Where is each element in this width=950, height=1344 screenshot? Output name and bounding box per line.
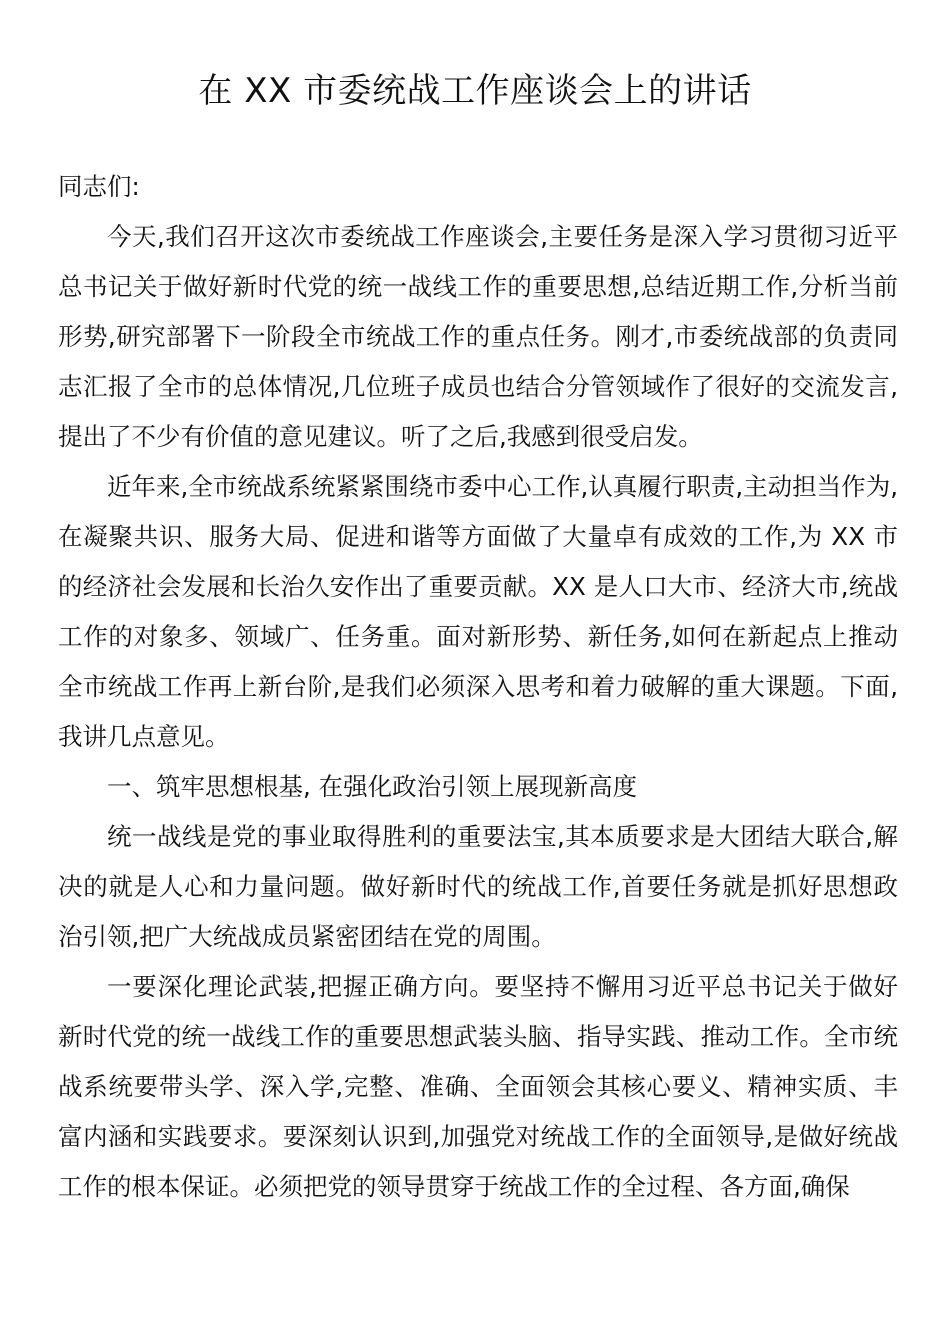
paragraph-achievements: 近年来,全市统战系统紧紧围绕市委中心工作,认真履行职责,主动担当作为,在凝聚共识、服务大局、促进和谐等方面做了大量卓有成效的工作,为 XX 市的经济社会发展和长治久安作出了重要贡献。XX 是人口大市、经济大市,统战工作的对象多、领域广、任务重。面对新形势、新任务,如何在新起点上推动全市统战工作再上新台阶,是我们必须深入思考和着力破解的重大课题。下面,我讲几点意见。 [58,472,898,751]
paragraph-united-front: 统一战线是党的事业取得胜利的重要法宝,其本质要求是大团结大联合,解决的就是人心和力量问题。做好新时代的统战工作,首要任务就是抓好思想政治引领,把广大统战成员紧密团结在党的周围。 [58,822,898,951]
paragraph-opening: 今天,我们召开这次市委统战工作座谈会,主要任务是深入学习贯彻习近平总书记关于做好新时代党的统一战线工作的重要思想,总结近期工作,分析当前形势,研究部署下一阶段全市统战工作的重点任务。刚才,市委统战部的负责同志汇报了全市的总体情况,几位班子成员也结合分管领域作了很好的交流发言,提出了不少有价值的意见建议。听了之后,我感到很受启发。 [58,222,898,451]
paragraph-theory: 一要深化理论武装,把握正确方向。要坚持不懈用习近平总书记关于做好新时代党的统一战线工作的重要思想武装头脑、指导实践、推动工作。全市统战系统要带头学、深入学,完整、准确、全面领会其核心要义、精神实质、丰富内涵和实践要求。要深刻认识到,加强党对统战工作的全面领导,是做好统战工作的根本保证。必须把党的领导贯穿于统战工作的全过程、各方面,确保 [58,972,898,1201]
section-heading-1: 一、筑牢思想根基, 在强化政治引领上展现新高度 [107,772,638,801]
page-title: 在 XX 市委统战工作座谈会上的讲话 [198,71,752,111]
document-body [58,162,898,1212]
salutation: 同志们: [58,172,140,201]
